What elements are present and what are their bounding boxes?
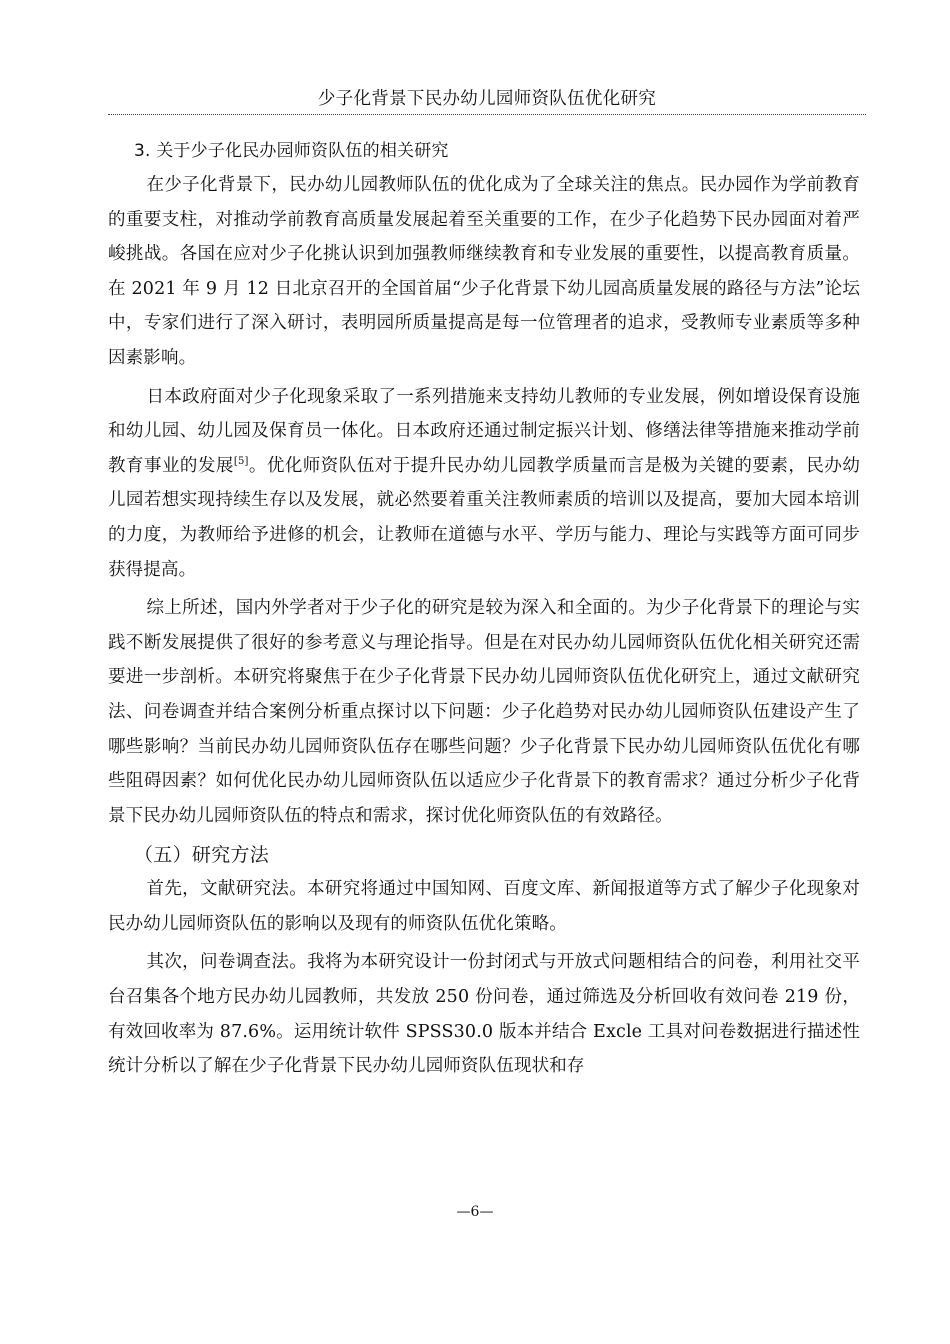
paragraph-2 (108, 380, 860, 588)
running-header (108, 88, 866, 115)
subsection-heading-3: 3. 关于少子化民办园师资队伍的相关研究 (134, 141, 449, 161)
paragraph-3: 综上所述，国内外学者对于少子化的研究是较为深入和全面的。为少子化背景下的理论与实践不断发展提供了很好的参考意义与理论指导。但是在对民办幼儿园师资队伍优化相关研究还需要进一步剖析。本研究将聚焦于在少子化背景下民办幼儿园师资队伍优化研究上，通过文献研究法、问卷调查并结合案例分析重点探讨以下问题：少子化趋势对民办幼儿园师资队伍建设产生了哪些影响？当前民办幼儿园师资队伍存在哪些问题？少子化背景下民办幼儿园师资队伍优化有哪些阻碍因素？如何优化民办幼儿园师资队伍以适应少子化背景下的教育需求？通过分析少子化背景下民办幼儿园师资队伍的特点和需求，探讨优化师资队伍的有效路径。 (108, 598, 860, 826)
paragraph-survey-method: 其次，问卷调查法。我将为本研究设计一份封闭式与开放式问题相结合的问卷，利用社交平台召集各个地方民办幼儿园教师，共发放 250 份问卷，通过筛选及分析回收有效问卷 219 份，有效回收率为 87.6%。运用统计软件 SPSS30.0 版本并结合 Excle 工具对问卷数据进行描述性统计分析以了解在少子化背景下民办幼儿园师资队伍现状和存 (108, 952, 860, 1077)
paragraph-1: 在少子化背景下，民办幼儿园教师队伍的优化成为了全球关注的焦点。民办园作为学前教育的重要支柱，对推动学前教育高质量发展起着至关重要的工作，在少子化趋势下民办园面对着严峻挑战。各国在应对少子化挑认识到加强教师继续教育和专业发展的重要性，以提高教育质量。在 2021 年 9 月 12 日北京召开的全国首届“少子化背景下幼儿园高质量发展的路径与方法”论坛中，专家们进行了深入研讨，表明园所质量提高是每一位管理者的追求，受教师专业素质等多种因素影响。 (108, 175, 860, 368)
section-heading-research-methods: （五）研究方法 (134, 844, 270, 867)
paragraph-literature-method: 首先，文献研究法。本研究将通过中国知网、百度文库、新闻报道等方式了解少子化现象对民办幼儿园师资队伍的影响以及现有的师资队伍优化策略。 (108, 879, 860, 934)
paragraph-2-text-b: 。优化师资队伍对于提升民办幼儿园教学质量而言是极为关键的要素，民办幼儿园若想实现持续生存以及发展，就必然要着重关注教师素质的培训以及提高，要加大园本培训的力度，为教师给予进修的机会，让教师在道德与水平、学历与能力、理论与实践等方面可同步获得提高。 (108, 455, 860, 580)
page-content (108, 134, 860, 1084)
document-title: 少子化背景下民办幼儿园师资队伍优化研究 (317, 89, 657, 109)
page-number: —6— (456, 1204, 494, 1220)
citation-reference: [5] (233, 455, 249, 467)
paragraph-2-text-a: 日本政府面对少子化现象采取了一系列措施来支持幼儿教师的专业发展，例如增设保育设施和幼儿园、幼儿园及保育员一体化。日本政府还通过制定振兴计划、修缮法律等措施来推动学前教育事业的发展 (108, 386, 860, 476)
